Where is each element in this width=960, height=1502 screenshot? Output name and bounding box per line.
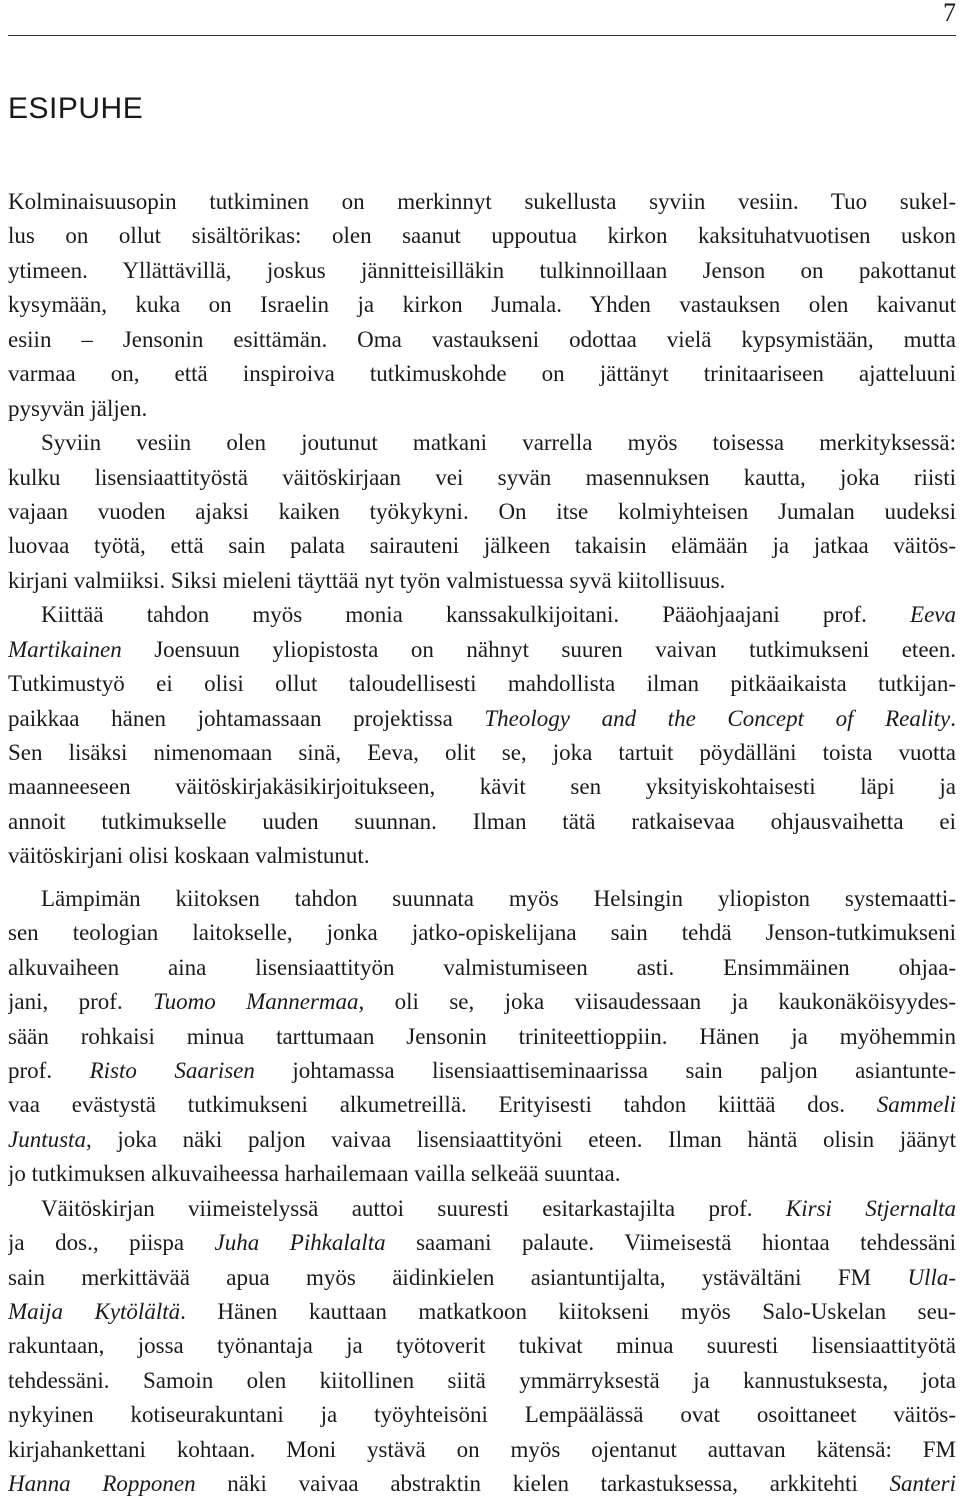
- text-line: [8, 1398, 956, 1432]
- text-line: [8, 495, 956, 529]
- italic-text: Sammeli: [876, 1092, 956, 1118]
- text-segment: vajaan vuoden ajaksi kaiken työkykyni. On itse kolmiyhteisen Jumalan uudeksi: [8, 498, 956, 524]
- text-line: [8, 254, 956, 288]
- text-line: [8, 667, 956, 701]
- text-line: [8, 916, 956, 950]
- text-line: [8, 1433, 956, 1467]
- text-segment: sain merkittävää apua myös äidinkielen asiantuntijalta, ystävältäni FM: [8, 1264, 908, 1290]
- paragraph-gap: [8, 874, 956, 882]
- text-line: [8, 736, 956, 770]
- text-line: [8, 1295, 956, 1329]
- text-line: [8, 839, 956, 873]
- text-segment: kirjani valmiiksi. Siksi mieleni täyttää nyt työn valmistuessa syvä kiitollisuus.: [8, 567, 726, 593]
- text-segment: väitöskirjani olisi koskaan valmistunut.: [8, 843, 370, 869]
- text-segment: lus on ollut sisältörikas: olen saanut uppoutua kirkon kaksituhatvuotisen uskon: [8, 223, 956, 249]
- italic-text: Santeri: [889, 1471, 956, 1497]
- text-line: [8, 564, 956, 598]
- text-line: [8, 529, 956, 563]
- page-title: ESIPUHE: [8, 92, 144, 125]
- text-line: [8, 1054, 956, 1088]
- text-segment: vaa evästystä tutkimukseni alkumetreillä. Erityisesti tahdon kiittää dos.: [8, 1092, 877, 1118]
- text-line: [8, 770, 956, 804]
- text-line: [8, 1157, 956, 1191]
- text-segment: ja dos., piispa: [8, 1230, 215, 1256]
- text-segment: varmaa on, että inspiroiva tutkimuskohde on jättänyt trinitaariseen ajatteluuni: [8, 361, 956, 387]
- text-segment: esiin – Jensonin esittämän. Oma vastaukseni odottaa vielä kypsymistään, mutta: [8, 326, 956, 352]
- text-segment: Kiittää tahdon myös monia kanssakulkijoitani. Pääohjaajani prof.: [41, 602, 911, 628]
- text-segment: Syviin vesiin olen joutunut matkani varrella myös toisessa merkityksessä:: [41, 430, 956, 456]
- text-line: [8, 185, 956, 219]
- text-segment: luovaa työtä, että sain palata sairauteni jälkeen takaisin elämään ja jatkaa väitös-: [8, 533, 956, 559]
- italic-text: Juha Pihkalalta: [214, 1230, 386, 1256]
- text-line: [8, 598, 956, 632]
- preface-body: [8, 185, 956, 1502]
- text-line: [8, 1364, 956, 1398]
- text-line: [8, 702, 956, 736]
- text-line: [8, 985, 956, 1019]
- text-segment: sään rohkaisi minua tarttumaan Jensonin triniteettioppiin. Hänen ja myöhemmin: [8, 1023, 956, 1049]
- text-segment: näki vaivaa abstraktin kielen tarkastuksessa, arkkitehti: [195, 1471, 890, 1497]
- italic-text: Tuomo Mannermaa: [153, 989, 359, 1015]
- text-segment: kysymään, kuka on Israelin ja kirkon Jumala. Yhden vastauksen olen kaivanut: [8, 292, 956, 318]
- text-segment: prof.: [8, 1057, 90, 1083]
- text-segment: sen teologian laitokselle, jonka jatko-opiskelijana sain tehdä Jenson-tutkimukseni: [8, 920, 956, 946]
- text-segment: johtamassa lisensiaattiseminaarissa sain paljon asiantunte-: [254, 1057, 956, 1083]
- text-line: [8, 882, 956, 916]
- text-line: [8, 1261, 956, 1295]
- text-segment: alkuvaiheen aina lisensiaattityön valmistumiseen asti. Ensimmäinen ohjaa-: [8, 954, 956, 980]
- text-line: [8, 461, 956, 495]
- text-segment: Sen lisäksi nimenomaan sinä, Eeva, olit se, joka tartuit pöydälläni toista vuotta: [8, 740, 956, 765]
- text-line: [8, 1123, 956, 1157]
- italic-text: Risto Saarisen: [89, 1057, 255, 1083]
- text-line: [8, 633, 956, 667]
- text-segment: kulku lisensiaattityöstä väitöskirjaan vei syvän masennuksen kautta, joka riisti: [8, 464, 956, 490]
- text-segment: Väitöskirjan viimeistelyssä auttoi suuresti esitarkastajilta prof.: [41, 1195, 786, 1221]
- italic-text: Maija Kytölältä: [8, 1299, 181, 1324]
- text-segment: pysyvän jäljen.: [8, 395, 148, 421]
- text-line: [8, 426, 956, 460]
- text-segment: Joensuun yliopistosta on nähnyt suuren vaivan tutkimukseni eteen.: [121, 636, 956, 662]
- text-line: [8, 1020, 956, 1054]
- text-line: [8, 1467, 956, 1501]
- text-segment: , oli se, joka viisaudessaan ja kaukonäköisyydes-: [358, 989, 956, 1015]
- text-segment: Lämpimän kiitoksen tahdon suunnata myös Helsingin yliopiston systemaatti-: [41, 885, 956, 911]
- text-segment: kirjahankettani kohtaan. Moni ystävä on myös ojentanut auttavan kätensä: FM: [8, 1436, 956, 1462]
- text-segment: .: [950, 705, 956, 731]
- header-rule: [8, 35, 956, 36]
- italic-text: Martikainen: [8, 636, 122, 662]
- italic-text: Juntusta: [8, 1126, 86, 1152]
- text-segment: nykyinen kotiseurakuntani ja työyhteisöni Lempäälässä ovat osoittaneet väitös-: [8, 1402, 956, 1428]
- text-segment: Kolminaisuusopin tutkiminen on merkinnyt sukellusta syviin vesiin. Tuo sukel-: [8, 189, 956, 214]
- page-number: 7: [943, 0, 956, 27]
- text-segment: tehdessäni. Samoin olen kiitollinen siitä ymmärryksestä ja kannustuksesta, jota: [8, 1367, 956, 1393]
- text-line: [8, 1329, 956, 1363]
- text-line: [8, 1088, 956, 1122]
- text-line: [8, 288, 956, 322]
- italic-text: Theology and the Concept of Reality: [484, 705, 951, 731]
- text-line: [8, 1226, 956, 1260]
- text-segment: , joka näki paljon vaivaa lisensiaattityöni eteen. Ilman häntä olisin jäänyt: [85, 1126, 956, 1152]
- text-segment: maanneeseen väitöskirjakäsikirjoitukseen, kävit sen yksityiskohtaisesti läpi ja: [8, 774, 956, 800]
- text-segment: rakuntaan, jossa työnantaja ja työtoverit tukivat minua suuresti lisensiaattityötä: [8, 1333, 956, 1359]
- text-segment: annoit tutkimukselle uuden suunnan. Ilman tätä ratkaisevaa ohjausvaihetta ei: [8, 808, 956, 834]
- text-line: [8, 951, 956, 985]
- text-line: [8, 805, 956, 839]
- text-line: [8, 219, 956, 253]
- text-line: [8, 392, 956, 426]
- text-segment: jo tutkimuksen alkuvaiheessa harhailemaan vailla selkeää suuntaa.: [8, 1161, 621, 1187]
- text-line: [8, 1192, 956, 1226]
- text-segment: saamani palaute. Viimeisestä hiontaa tehdessäni: [385, 1230, 956, 1256]
- italic-text: Ulla-: [907, 1264, 956, 1290]
- text-segment: Tutkimustyö ei olisi ollut taloudellisesti mahdollista ilman pitkäaikaista tutkijan-: [8, 671, 956, 697]
- text-segment: . Hänen kauttaan matkatkoon kiitokseni myös Salo-Uskelan seu-: [180, 1299, 956, 1324]
- italic-text: Eeva: [910, 602, 956, 628]
- text-line: [8, 357, 956, 391]
- italic-text: Hanna Ropponen: [8, 1471, 196, 1497]
- text-segment: jani, prof.: [8, 989, 154, 1015]
- text-line: [8, 323, 956, 357]
- italic-text: Kirsi Stjernalta: [785, 1195, 956, 1221]
- text-segment: paikkaa hänen johtamassaan projektissa: [8, 705, 485, 731]
- text-segment: ytimeen. Yllättävillä, joskus jännitteisilläkin tulkinnoillaan Jenson on pakottanut: [8, 257, 956, 283]
